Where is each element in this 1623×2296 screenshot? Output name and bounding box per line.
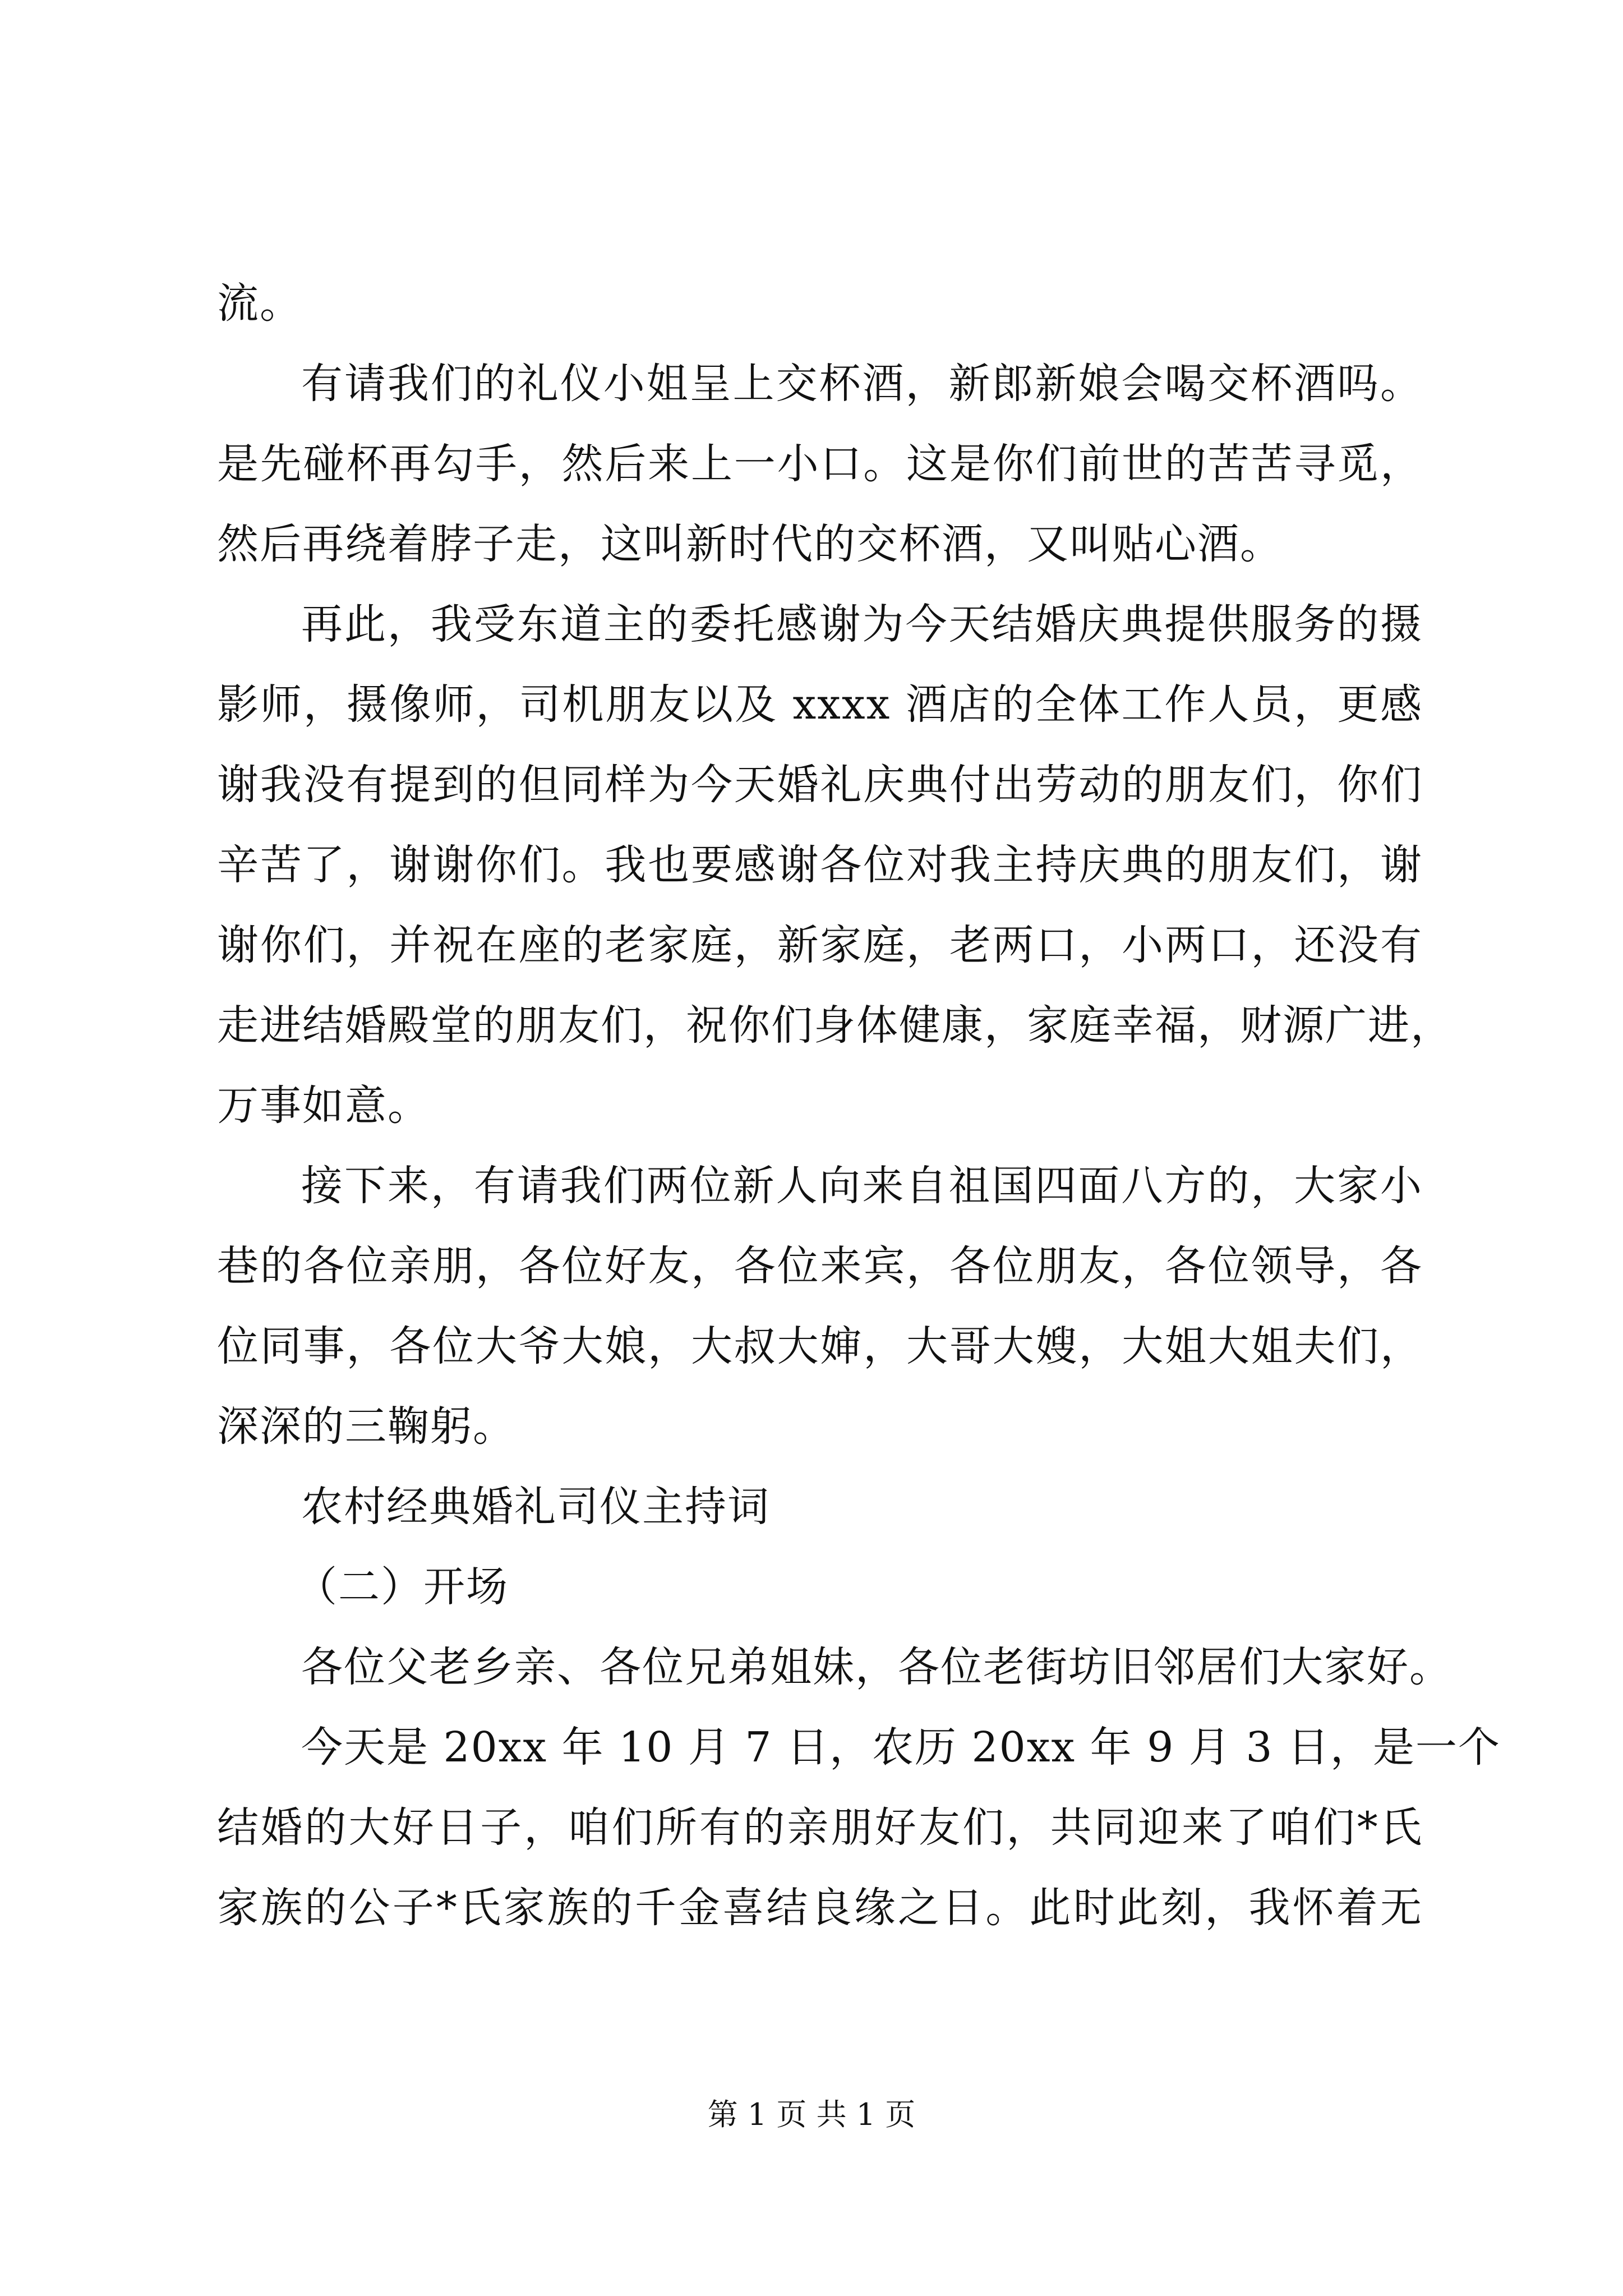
text-line: 然后再绕着脖子走，这叫新时代的交杯酒，又叫贴心酒。 bbox=[217, 520, 1283, 568]
text-line: 影师，摄像师，司机朋友以及 xxxx 酒店的全体工作人员，更感 bbox=[217, 680, 1423, 729]
text-line: 谢你们，并祝在座的老家庭，新家庭，老两口，小两口，还没有 bbox=[217, 921, 1423, 969]
text-line: 位同事，各位大爷大娘，大叔大婶，大哥大嫂，大姐大姐夫们， bbox=[217, 1322, 1423, 1370]
text-line: 万事如意。 bbox=[217, 1082, 430, 1130]
text-line: 家族的公子*氏家族的千金喜结良缘之日。此时此刻，我怀着无 bbox=[217, 1884, 1423, 1932]
text-line: 接下来，有请我们两位新人向来自祖国四面八方的，大家小 bbox=[301, 1162, 1423, 1210]
page-footer: 第 1 页 共 1 页 bbox=[707, 2097, 916, 2132]
text-line: 辛苦了，谢谢你们。我也要感谢各位对我主持庆典的朋友们，谢 bbox=[217, 841, 1423, 889]
text-line: 深深的三鞠躬。 bbox=[217, 1402, 515, 1451]
text-line: 是先碰杯再勾手，然后来上一小口。这是你们前世的苦苦寻觅， bbox=[217, 440, 1423, 488]
text-line: 巷的各位亲朋，各位好友，各位来宾，各位朋友，各位领导，各 bbox=[217, 1242, 1423, 1290]
text-line: 有请我们的礼仪小姐呈上交杯酒，新郎新娘会喝交杯酒吗。 bbox=[301, 360, 1423, 408]
text-line: 农村经典婚礼司仪主持词 bbox=[301, 1483, 770, 1531]
text-line: 今天是 20xx 年 10 月 7 日，农历 20xx 年 9 月 3 日，是一个 bbox=[301, 1723, 1501, 1772]
text-line: 再此，我受东道主的委托感谢为今天结婚庆典提供服务的摄 bbox=[301, 600, 1423, 648]
text-line: 谢我没有提到的但同样为今天婚礼庆典付出劳动的朋友们，你们 bbox=[217, 761, 1423, 809]
text-line: 流。 bbox=[217, 279, 302, 328]
text-line: 走进结婚殿堂的朋友们，祝你们身体健康，家庭幸福，财源广进， bbox=[217, 1001, 1453, 1050]
text-line: 各位父老乡亲、各位兄弟姐妹，各位老街坊旧邻居们大家好。 bbox=[301, 1643, 1452, 1691]
text-line: 结婚的大好日子，咱们所有的亲朋好友们，共同迎来了咱们*氏 bbox=[217, 1803, 1423, 1852]
text-line: （二）开场 bbox=[296, 1563, 509, 1611]
document-body bbox=[217, 264, 1501, 1948]
